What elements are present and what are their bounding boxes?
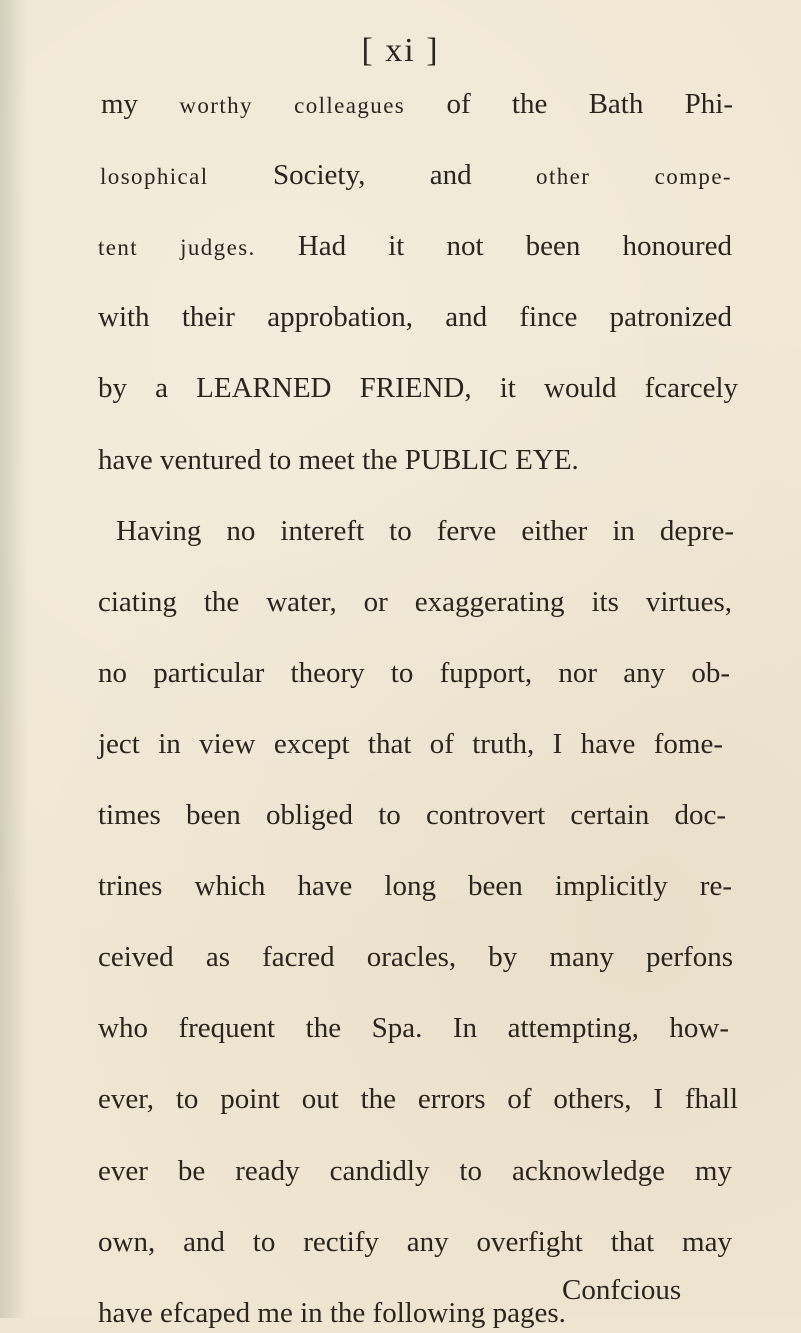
text-line: with their approbation, and fince patronized	[98, 301, 732, 333]
text-fragment: my	[101, 88, 180, 120]
text-line: have efcaped me in the following pages.	[98, 1297, 566, 1329]
paragraph-first-line: Having no intereft to ferve either in depre-	[116, 515, 734, 547]
text-line: by a LEARNED FRIEND, it would fcarcely	[98, 372, 738, 404]
text-line	[100, 155, 732, 197]
text-line: ject in view except that of truth, I have fome-	[98, 728, 723, 760]
small-caps-text: losophical	[100, 164, 209, 189]
text-line	[101, 84, 733, 126]
text-line	[98, 226, 732, 268]
text-line: own, and to rectify any overfight that may	[98, 1226, 732, 1258]
small-caps-text: worthy colleagues	[179, 93, 406, 118]
text-fragment: Had it not been honoured	[255, 230, 732, 262]
page-number: [ xi ]	[361, 32, 440, 69]
catchword: Confcious	[562, 1274, 682, 1306]
text-line: no particular theory to fupport, nor any ob-	[98, 657, 730, 689]
small-caps-text: other compe-	[536, 164, 732, 189]
text-line: who frequent the Spa. In attempting, how-	[98, 1012, 729, 1044]
text-fragment: of the Bath Phi-	[405, 88, 733, 120]
small-caps-text: tent judges.	[98, 235, 256, 260]
text-fragment: Society, and	[208, 159, 537, 191]
text-line: trines which have long been implicitly re-	[98, 870, 732, 902]
text-line: have ventured to meet the PUBLIC EYE.	[98, 444, 579, 476]
text-line: ciating the water, or exaggerating its virtues,	[98, 586, 732, 618]
text-line: times been obliged to controvert certain doc-	[98, 799, 726, 831]
text-line: ever be ready candidly to acknowledge my	[98, 1155, 732, 1187]
text-line: ceived as facred oracles, by many perfons	[98, 941, 733, 973]
text-line: ever, to point out the errors of others, I fhall	[98, 1083, 738, 1115]
